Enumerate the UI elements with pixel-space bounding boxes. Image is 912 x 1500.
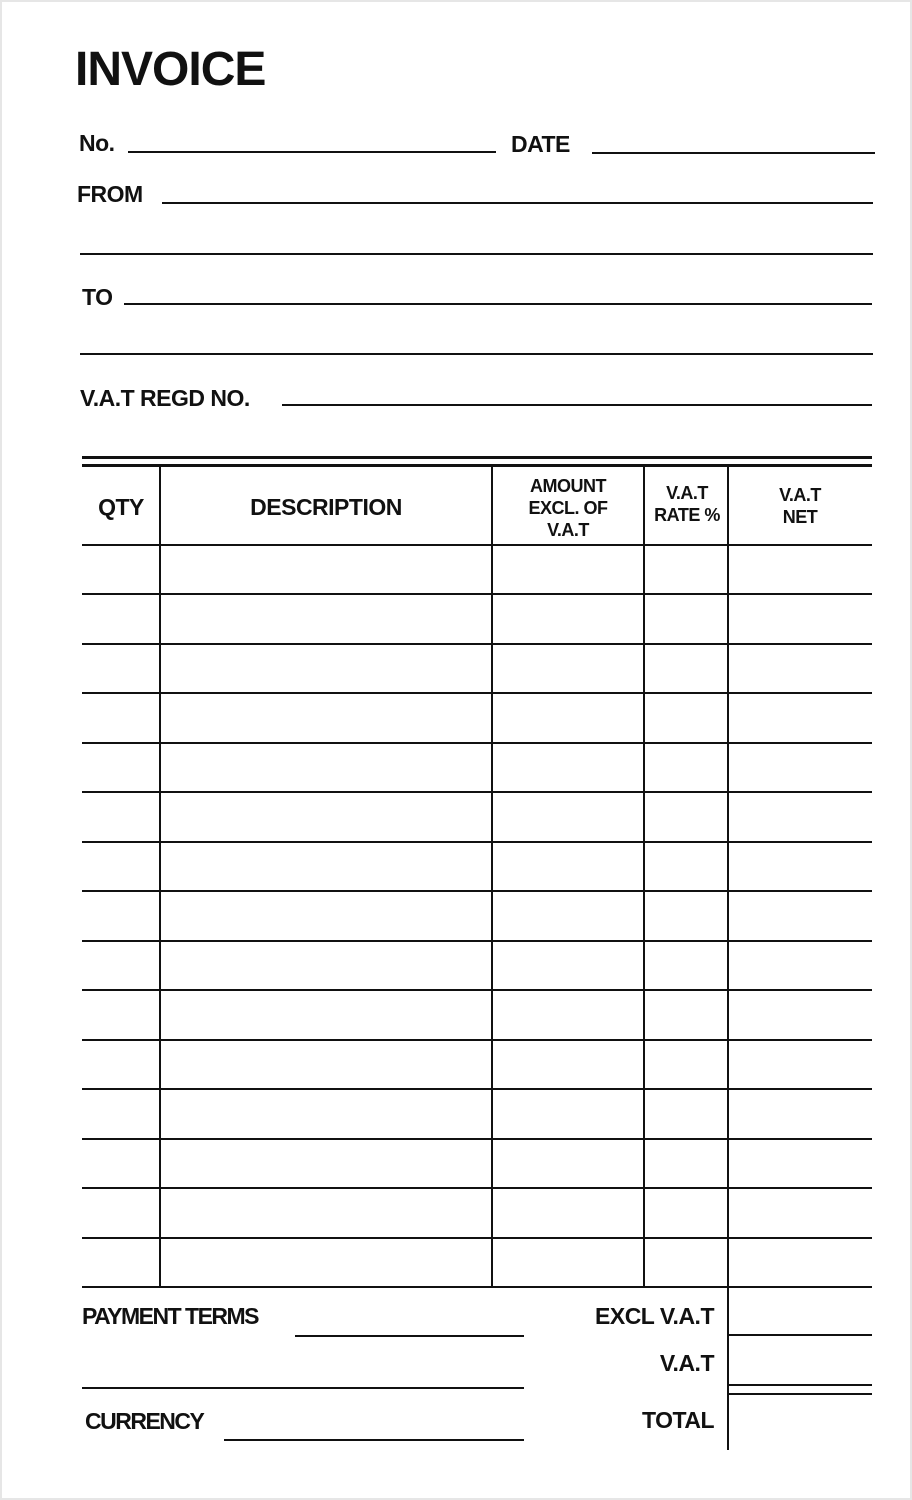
header-vat-rate <box>644 482 730 526</box>
to-label: TO <box>82 284 113 310</box>
currency-label: CURRENCY <box>85 1408 204 1434</box>
total-rule <box>728 1393 872 1395</box>
invoice-title: INVOICE <box>75 43 266 96</box>
currency-field[interactable] <box>224 1439 524 1441</box>
header-amount-line: EXCL. OF <box>528 498 608 518</box>
date-field[interactable] <box>592 152 875 154</box>
no-label: No. <box>79 130 115 156</box>
table-top-rule <box>82 464 872 467</box>
table-row[interactable] <box>82 791 872 793</box>
from-label: FROM <box>77 181 143 207</box>
table-row[interactable] <box>82 841 872 843</box>
header-bottom-rule <box>82 544 872 546</box>
table-row[interactable] <box>82 989 872 991</box>
total-label: TOTAL <box>641 1407 714 1433</box>
header-qty: QTY <box>98 494 144 520</box>
table-row[interactable] <box>82 742 872 744</box>
header-vat-net-line: NET <box>782 507 818 527</box>
payment-terms-field[interactable] <box>295 1335 524 1337</box>
vat-regd-field[interactable] <box>282 404 872 406</box>
column-divider <box>643 465 645 1288</box>
column-divider <box>159 465 161 1288</box>
table-row[interactable] <box>82 890 872 892</box>
table-row[interactable] <box>82 1286 872 1288</box>
table-row[interactable] <box>82 1138 872 1140</box>
from-field-line-2[interactable] <box>80 253 873 255</box>
payment-terms-label: PAYMENT TERMS <box>82 1303 259 1329</box>
header-vat-net-line: V.A.T <box>779 485 821 505</box>
table-row[interactable] <box>82 940 872 942</box>
table-row[interactable] <box>82 692 872 694</box>
header-amount-line: V.A.T <box>547 520 589 540</box>
no-field[interactable] <box>128 151 496 153</box>
to-field-line-2[interactable] <box>80 353 873 355</box>
excl-vat-field[interactable] <box>728 1334 872 1336</box>
date-label: DATE <box>511 131 570 157</box>
header-amount-line: AMOUNT <box>530 476 606 496</box>
table-row[interactable] <box>82 593 872 595</box>
column-divider <box>491 465 493 1288</box>
table-row[interactable] <box>82 1237 872 1239</box>
header-vat-rate-line: RATE % <box>654 505 720 525</box>
table-top-rule <box>82 456 872 459</box>
header-amount <box>492 475 644 541</box>
column-divider <box>727 465 729 1450</box>
to-field[interactable] <box>124 303 872 305</box>
header-vat-rate-line: V.A.T <box>666 483 708 503</box>
header-description: DESCRIPTION <box>250 494 402 520</box>
table-row[interactable] <box>82 1187 872 1189</box>
table-row[interactable] <box>82 1039 872 1041</box>
table-row[interactable] <box>82 1088 872 1090</box>
payment-terms-field-line-2[interactable] <box>82 1387 524 1389</box>
table-row[interactable] <box>82 643 872 645</box>
vat-field[interactable] <box>728 1384 872 1386</box>
header-vat-net <box>728 484 872 528</box>
excl-vat-label: EXCL V.A.T <box>595 1303 714 1329</box>
vat-regd-label: V.A.T REGD NO. <box>80 385 250 411</box>
from-field[interactable] <box>162 202 873 204</box>
vat-label: V.A.T <box>659 1350 714 1376</box>
